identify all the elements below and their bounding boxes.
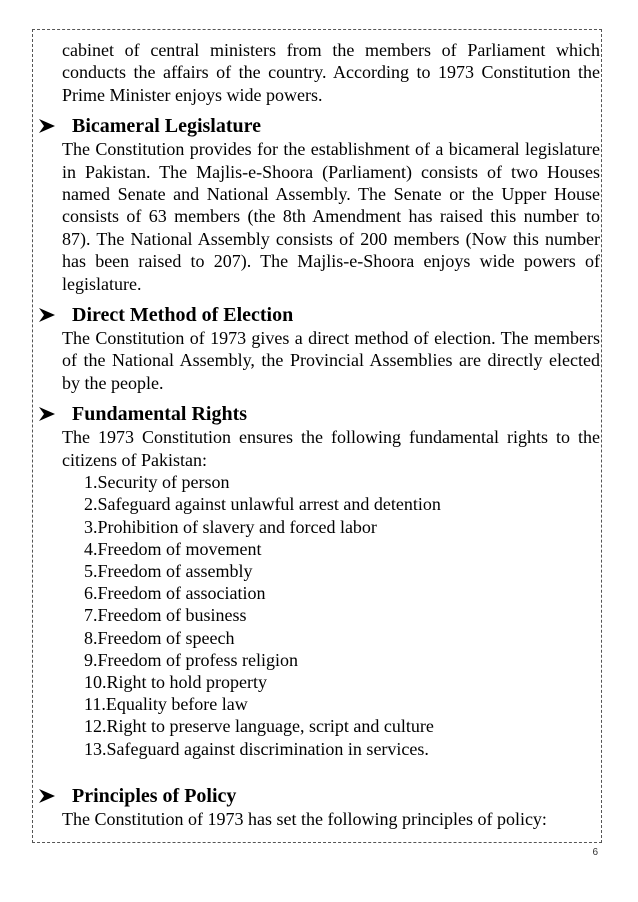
list-item: 12.Right to preserve language, script and culture [84, 716, 434, 737]
direct-election-paragraph: The Constitution of 1973 gives a direct method of election. The members of the National Assembly, the Provincial Assemblies are directly elected by the people. [62, 328, 600, 393]
bicameral-paragraph: The Constitution provides for the establishment of a bicameral legislature in Pakistan. The Majlis-e-Shoora (Parliament) consists of two Houses named Senate and National Assembly. The Senate or the Upper House consists of 63 members (the 8th Amendment has raised this number to 87). The National Assembly consists of 200 members (Now this number has been raised to 207). The Majlis-e-Shoora enjoys wide powers of legislature. [62, 139, 600, 294]
page-number: 6 [592, 847, 598, 858]
list-item: 8.Freedom of speech [84, 627, 235, 648]
heading-principles-of-policy: Principles of Policy [62, 784, 600, 808]
intro-paragraph: cabinet of central ministers from the members of Parliament which conducts the affairs of the country. According to 1973 Constitution the Prime Minister enjoys wide powers. [62, 40, 600, 105]
list-item: 11.Equality before law [84, 694, 248, 715]
arrow-bullet-icon [38, 406, 56, 422]
list-item: 7.Freedom of business [84, 605, 247, 626]
list-item: 4.Freedom of movement [84, 538, 262, 559]
page-content [62, 39, 600, 830]
fundamental-rights-paragraph: The 1973 Constitution ensures the following fundamental rights to the citizens of Pakistan: [62, 427, 600, 470]
heading-bicameral-legislature: Bicameral Legislature [62, 114, 600, 138]
list-item: 9.Freedom of profess religion [84, 649, 298, 670]
list-item: 10.Right to hold property [84, 671, 267, 692]
arrow-bullet-icon [38, 788, 56, 804]
list-item: 2.Safeguard against unlawful arrest and detention [84, 494, 441, 515]
arrow-bullet-icon [38, 118, 56, 134]
principles-paragraph: The Constitution of 1973 has set the following principles of policy: [62, 808, 547, 829]
heading-direct-method-of-election: Direct Method of Election [62, 303, 600, 327]
fundamental-rights-list [62, 471, 600, 760]
list-item: 6.Freedom of association [84, 583, 266, 604]
arrow-bullet-icon [38, 307, 56, 323]
list-item: 13.Safeguard against discrimination in services. [84, 738, 429, 759]
list-item: 1.Security of person [84, 472, 230, 493]
list-item: 5.Freedom of assembly [84, 560, 253, 581]
heading-fundamental-rights: Fundamental Rights [62, 402, 600, 426]
list-item: 3.Prohibition of slavery and forced labor [84, 516, 377, 537]
